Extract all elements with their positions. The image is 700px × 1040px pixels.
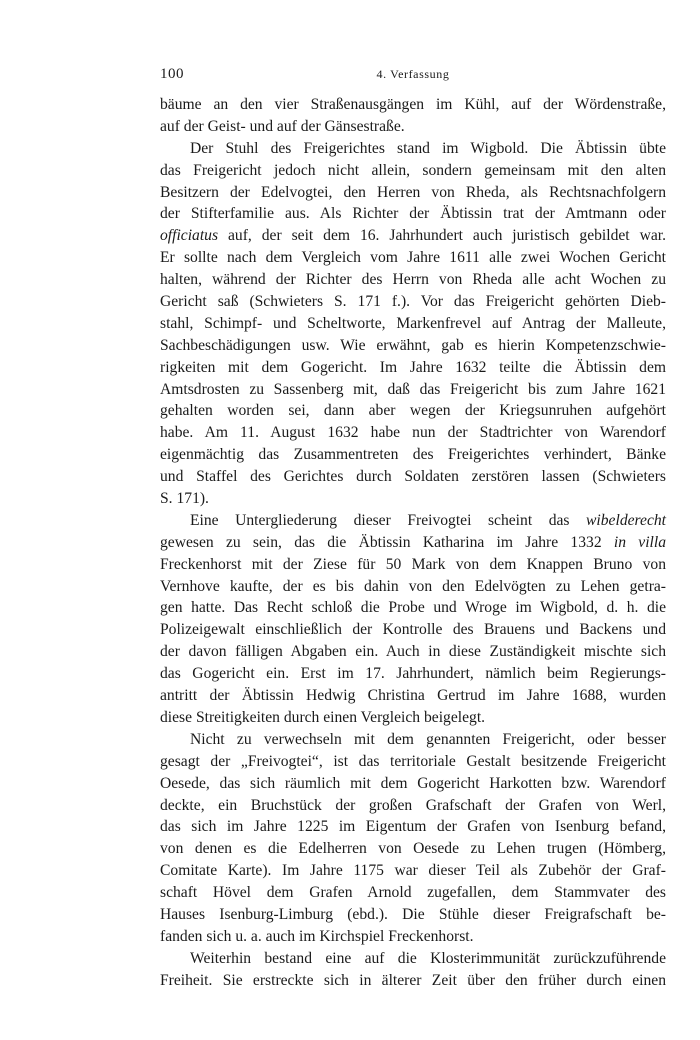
text-line: das Freigericht jedoch nicht allein, sondern gemeinsam mit den alten — [160, 161, 666, 179]
text-line: S. 171). — [160, 490, 209, 508]
text-line: Comitate Karte). Im Jahre 1175 war dieser Teil als Zubehör der Graf- — [160, 862, 666, 880]
text-line: auf der Geist- und auf der Gänsestraße. — [160, 117, 405, 135]
text-segment: auf, der seit dem 16. Jahrhundert auch juristisch gebildet war. — [218, 227, 666, 245]
text-line: Polizeigewalt einschließlich der Kontrolle des Brauens und Backens und — [160, 621, 666, 639]
text-line — [160, 225, 666, 247]
text-line — [160, 510, 666, 532]
text-line: der Stifterfamilie aus. Als Richter der Äbtissin trat der Amtmann oder — [160, 205, 666, 223]
text-line: Oesede, das sich räumlich mit dem Gogericht Harkotten bzw. Warendorf — [160, 774, 666, 792]
text-line: Besitzern der Edelvogtei, den Herren von Rheda, als Rechtsnachfolgern — [160, 183, 666, 201]
text-line: stahl, Schimpf- und Scheltworte, Markenfrevel auf Antrag der Malleute, — [160, 314, 666, 332]
italic-term: officiatus — [160, 227, 219, 245]
text-line: und Staffel des Gerichtes durch Soldaten zerstören lassen (Schwieters — [160, 468, 666, 486]
text-line: Nicht zu verwechseln mit dem genannten Freigericht, oder besser — [190, 730, 666, 748]
text-line: habe. Am 11. August 1632 habe nun der Stadtrichter von Warendorf — [160, 424, 666, 442]
book-page — [160, 66, 666, 992]
italic-term: in villa — [613, 533, 666, 551]
italic-term: wibelderecht — [586, 511, 666, 529]
text-line: diese Streitigkeiten durch einen Vergleich beigelegt. — [160, 708, 486, 726]
text-line: rigkeiten mit dem Gogericht. Im Jahre 1632 teilte die Äbtissin dem — [160, 358, 666, 376]
text-line: das Gogericht ein. Erst im 17. Jahrhundert, nämlich beim Regierungs- — [160, 665, 666, 683]
text-line: Gericht saß (Schwieters S. 171 f.). Vor das Freigericht gehörten Dieb- — [160, 293, 666, 311]
text-line: Vernhove kaufte, der es bis dahin von den Edelvögten zu Lehen getra- — [160, 577, 666, 595]
body-text — [160, 94, 666, 992]
text-line: von denen es die Edelherren von Oesede zu Lehen trugen (Hömberg, — [160, 840, 666, 858]
text-line: der davon fälligen Abgaben ein. Auch in diese Zuständigkeit mischte sich — [160, 643, 666, 661]
text-line: schaft Hövel dem Grafen Arnold zugefallen, dem Stammvater des — [160, 884, 666, 902]
text-line: das sich im Jahre 1225 im Eigentum der Grafen von Isenburg befand, — [160, 818, 666, 836]
page-number: 100 — [160, 66, 184, 82]
text-line: halten, während der Richter des Herrn von Rheda alle acht Wochen zu — [160, 271, 666, 289]
text-line: bäume an den vier Straßenausgängen im Kühl, auf der Wördenstraße, — [160, 96, 666, 113]
text-line: Er sollte nach dem Vergleich vom Jahre 1611 alle zwei Wochen Gericht — [160, 249, 666, 267]
text-line: Weiterhin bestand eine auf die Klosterimmunität zurückzuführende — [190, 949, 666, 967]
text-segment: Eine Untergliederung dieser Freivogtei scheint das — [190, 511, 587, 529]
text-line: eigenmächtig das Zusammentreten des Freigerichtes verhindert, Bänke — [160, 446, 666, 464]
text-line: fanden sich u. a. auch im Kirchspiel Freckenhorst. — [160, 927, 474, 945]
text-line — [160, 532, 666, 554]
text-line: Amtsdrosten zu Sassenberg mit, daß das Freigericht bis zum Jahre 1621 — [160, 380, 666, 398]
text-line: gehalten worden sei, dann aber wegen der Kriegsunruhen aufgehört — [160, 402, 666, 420]
text-line: antritt der Äbtissin Hedwig Christina Gertrud im Jahre 1688, wurden — [160, 687, 666, 705]
text-line: Freckenhorst mit der Ziese für 50 Mark von dem Knappen Bruno von — [160, 555, 666, 573]
text-line: Freiheit. Sie erstreckte sich in älterer Zeit über den früher durch einen — [160, 971, 666, 989]
text-segment: gewesen zu sein, das die Äbtissin Katharina im Jahre 1332 — [160, 533, 614, 551]
running-head — [160, 66, 666, 88]
text-line: Sachbeschädigungen usw. Wie erwähnt, gab es hierin Kompetenzschwie- — [160, 336, 666, 354]
text-line: gesagt der „Freivogtei“, ist das territoriale Gestalt besitzende Freigericht — [160, 752, 666, 770]
text-line: Der Stuhl des Freigerichtes stand im Wigbold. Die Äbtissin übte — [190, 139, 666, 157]
chapter-title: 4. Verfassung — [376, 67, 450, 81]
text-line: deckte, ein Bruchstück der großen Grafschaft der Grafen von Werl, — [160, 796, 666, 814]
text-line: Hauses Isenburg-Limburg (ebd.). Die Stühle dieser Freigrafschaft be- — [160, 905, 666, 923]
text-line: gen hatte. Das Recht schloß die Probe und Wroge im Wigbold, d. h. die — [160, 599, 666, 617]
